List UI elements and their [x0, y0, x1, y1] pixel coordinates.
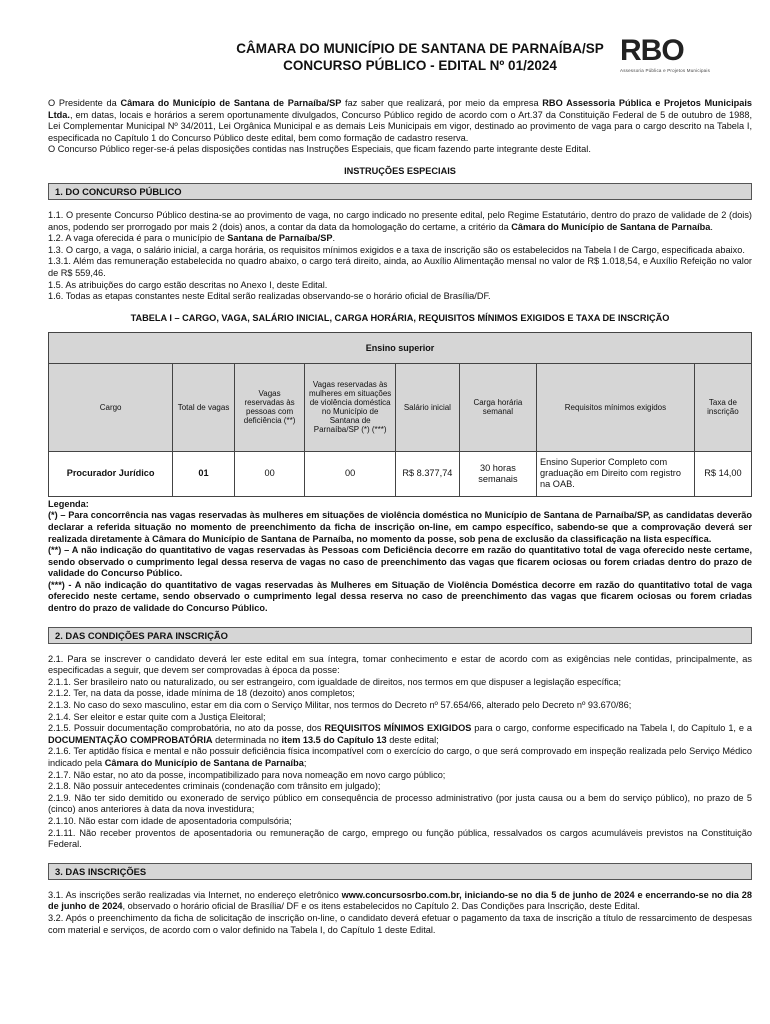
item-2-1: 2.1. Para se inscrever o candidato deverá ler este edital em sua íntegra, tomar conhecimento e estar de acordo com as exigências nele contidas, principalmente, as especificadas a seguir, que devem ser comprovadas à época da posse:: [48, 653, 752, 676]
cell-total: 01: [173, 451, 235, 496]
rbo-logo: [620, 36, 712, 80]
section-3-header: 3. DAS INSCRIÇÕES: [48, 863, 752, 880]
item-1-3-1: 1.3.1. Além das remuneração estabelecida no quadro abaixo, o cargo terá direito, ainda, ao Auxílio Alimentação mensal no valor de R$ 1.018,54, e Auxílio Refeição no valor de R$ 559,46.: [48, 256, 752, 278]
cell-cargo: Procurador Jurídico: [49, 451, 173, 496]
col-header-cargo: Cargo: [49, 363, 173, 451]
item-2-1-11: 2.1.11. Não receber proventos de aposentadoria ou remuneração de cargo, emprego ou função pública, ressalvados os cargos acumuláveis previstos na Constituição Federal.: [48, 827, 752, 850]
cell-pcd: 00: [234, 451, 305, 496]
item-1-6: 1.6. Todas as etapas constantes neste Edital serão realizadas observando-se o horário oficial de Brasília/DF.: [48, 291, 491, 302]
table-caption: TABELA I – CARGO, VAGA, SALÁRIO INICIAL, CARGA HORÁRIA, REQUISITOS MÍNIMOS EXIGIDOS E TAXA DE INSCRIÇÃO: [130, 312, 670, 323]
intro-paragraph-2: O Concurso Público reger-se-á pelas disposições contidas nas Instruções Especiais, que ficam fazendo parte integrante deste Edital.: [48, 144, 591, 155]
header: [48, 0, 752, 90]
item-2-1-8: 2.1.8. Não possuir antecedentes criminais (condenação com trânsito em julgado);: [48, 781, 381, 792]
item-2-1-7: 2.1.7. Não estar, no ato da posse, incompatibilizado para nova nomeação em novo cargo público;: [48, 769, 446, 780]
item-1-5: 1.5. As atribuições do cargo estão descritas no Anexo I, deste Edital.: [48, 279, 328, 290]
logo-text: RBO: [620, 34, 684, 67]
title-line-1: CÂMARA DO MUNICÍPIO DE SANTANA DE PARNAÍBA/SP: [236, 41, 604, 56]
section-1-body: [48, 210, 752, 303]
col-header-requisitos: Requisitos mínimos exigidos: [537, 363, 695, 451]
col-header-taxa: Taxa de inscrição: [694, 363, 751, 451]
cell-requisitos: Ensino Superior Completo com graduação em Direito com registro na OAB.: [537, 451, 695, 496]
col-header-pcd: Vagas reservadas às pessoas com deficiência (**): [234, 363, 305, 451]
legend: [48, 499, 752, 615]
legend-item-3: (***) - A não indicação do quantitativo de vagas reservadas às Mulheres em Situação de Violência Doméstica decorre em razão do quantitativo total de vaga oferecido neste certame, sendo observado o cumprimento legal dessa reserva no caso de preenchimento das vagas que ficarem ociosas ou forem criadas dentro do prazo de validade do Concurso Público.: [48, 579, 752, 614]
item-2-1-2: 2.1.2. Ter, na data da posse, idade mínima de 18 (dezoito) anos completos;: [48, 688, 355, 699]
section-3-body: [48, 890, 752, 936]
item-2-1-5: 2.1.5. Possuir documentação comprobatória, no ato da posse, dos REQUISITOS MÍNIMOS EXIGIDOS para o cargo, conforme especificado na Tabela I, do Capítulo 1, e a DOCUMENTAÇÃO COMPROBATÓRIA determinada no item 13.5 do Capítulo 13 deste edital;: [48, 723, 752, 745]
item-2-1-3: 2.1.3. No caso do sexo masculino, estar em dia com o Serviço Militar, nos termos do Decreto nº 57.654/66, alterado pelo Decreto nº 93.670/86;: [48, 700, 632, 711]
table-row: [49, 451, 752, 496]
section-2-body: [48, 654, 752, 851]
vacancy-table: [48, 332, 752, 497]
item-2-1-10: 2.1.10. Não estar com idade de aposentadoria compulsória;: [48, 815, 292, 826]
col-header-total: Total de vagas: [173, 363, 235, 451]
legend-title: Legenda:: [48, 498, 89, 509]
item-2-1-6: 2.1.6. Ter aptidão física e mental e não possuir deficiência física incompatível com o exercício do cargo, o que será comprovado em inspeção realizada pelo Serviço Médico indicado pela Câmara do Município de Santana de Parnaíba;: [48, 746, 752, 768]
item-3-1: 3.1. As inscrições serão realizadas via Internet, no endereço eletrônico www.concursosrbo.com.br, iniciando-se no dia 5 de junho de 2024 e encerrando-se no dia 28 de junho de 2024, observado o horário oficial de Brasília/ DF e os itens estabelecidos no Capítulo 2. Das Condições para Inscrição, deste Edital.: [48, 889, 752, 912]
intro-paragraph-1: O Presidente da Câmara do Município de Santana de Parnaíba/SP faz saber que realizará, por meio da empresa RBO Assessoria Pública e Projetos Municipais Ltda., em datas, locais e horários a serem oportunamente divulgados, Concurso Público regido de acordo com o Art.37 da Constituição Federal de 5 de outubro de 1988, Lei Complementar Municipal Nº 34/2011, Lei Orgânica Municipal e as demais Leis Municipais em vigor, destinado ao provimento de vaga para o cargo descrito na Tabela I, especificada no Capítulo 1 do Concurso Público deste edital, bem como formação de cadastro reserva.: [48, 98, 753, 143]
item-3-2: 3.2. Após o preenchimento da ficha de solicitação de inscrição on-line, o candidato deverá efetuar o pagamento da taxa de inscrição a título de ressarcimento de despesas com material e serviços, de acordo com o valor definido na Tabela I, do Capítulo 1 deste Edital.: [48, 912, 752, 935]
section-1-header: 1. DO CONCURSO PÚBLICO: [48, 183, 752, 200]
cell-mulheres: 00: [305, 451, 396, 496]
instrucoes-heading: INSTRUÇÕES ESPECIAIS: [344, 165, 456, 176]
col-header-salario: Salário inicial: [396, 363, 460, 451]
intro: [48, 98, 752, 156]
legend-item-2: (**) – A não indicação do quantitativo de vagas reservadas às Pessoas com Deficiência decorre em razão do quantitativo total de vaga oferecido neste certame, sendo observado o cumprimento legal dessa reserva de vagas no caso de preenchimento das vagas que ficarem ociosas ou forem criadas dentro do prazo de validade do Concurso Público.: [48, 545, 752, 579]
col-header-mulheres: Vagas reservadas às mulheres em situações de violência doméstica no Município de Santana de Parnaíba/SP (*) (***): [305, 363, 396, 451]
item-2-1-9: 2.1.9. Não ter sido demitido ou exonerado de serviço público em consequência de processo administrativo (por justa causa ou a bem do serviço público), no prazo de 5 (cinco) anos anteriores à data da nova investidura;: [48, 792, 752, 815]
logo-tagline: Assessoria Pública e Projetos Municipais: [620, 68, 711, 73]
legend-item-1: (*) – Para concorrência nas vagas reservadas às mulheres em situações de violência doméstica no Município de Santana de Parnaíba/SP, as candidatas deverão declarar a referida situação no momento de preenchimento da ficha de inscrição on-line, em campo específico, sabendo-se que a comprovação deverá ser realizada diretamente à Câmara do Município de Santana de Parnaíba, no momento da posse, sob pena de exclusão da classificação na lista específica.: [48, 510, 752, 544]
title-line-2: CONCURSO PÚBLICO - EDITAL Nº 01/2024: [283, 58, 557, 73]
item-1-3: 1.3. O cargo, a vaga, o salário inicial, a carga horária, os requisitos mínimos exigidos e a taxa de inscrição são os estabelecidos na Tabela I de Cargo, especificada abaixo.: [48, 244, 745, 255]
cell-taxa: R$ 14,00: [694, 451, 751, 496]
cell-salario: R$ 8.377,74: [396, 451, 460, 496]
table-group-header: Ensino superior: [49, 332, 752, 363]
item-2-1-1: 2.1.1. Ser brasileiro nato ou naturalizado, ou ser estrangeiro, com igualdade de direitos, nos termos em que dispuser a legislação específica;: [48, 676, 622, 687]
item-1-2: 1.2. A vaga oferecida é para o município de Santana de Parnaíba/SP.: [48, 233, 336, 244]
cell-carga: 30 horas semanais: [459, 451, 536, 496]
item-2-1-4: 2.1.4. Ser eleitor e estar quite com a Justiça Eleitoral;: [48, 711, 266, 722]
col-header-carga: Carga horária semanal: [459, 363, 536, 451]
item-1-1: 1.1. O presente Concurso Público destina-se ao provimento de vaga, no cargo indicado no presente edital, pelo Regime Estatutário, dentro do prazo de validade de 2 (dois) anos, podendo ser prorrogado por mais 2 (dois) anos, a contar da data da homologação do certame, a critério da Câmara do Município de Santana de Parnaíba.: [48, 209, 752, 232]
section-2-header: 2. DAS CONDIÇÕES PARA INSCRIÇÃO: [48, 627, 752, 644]
